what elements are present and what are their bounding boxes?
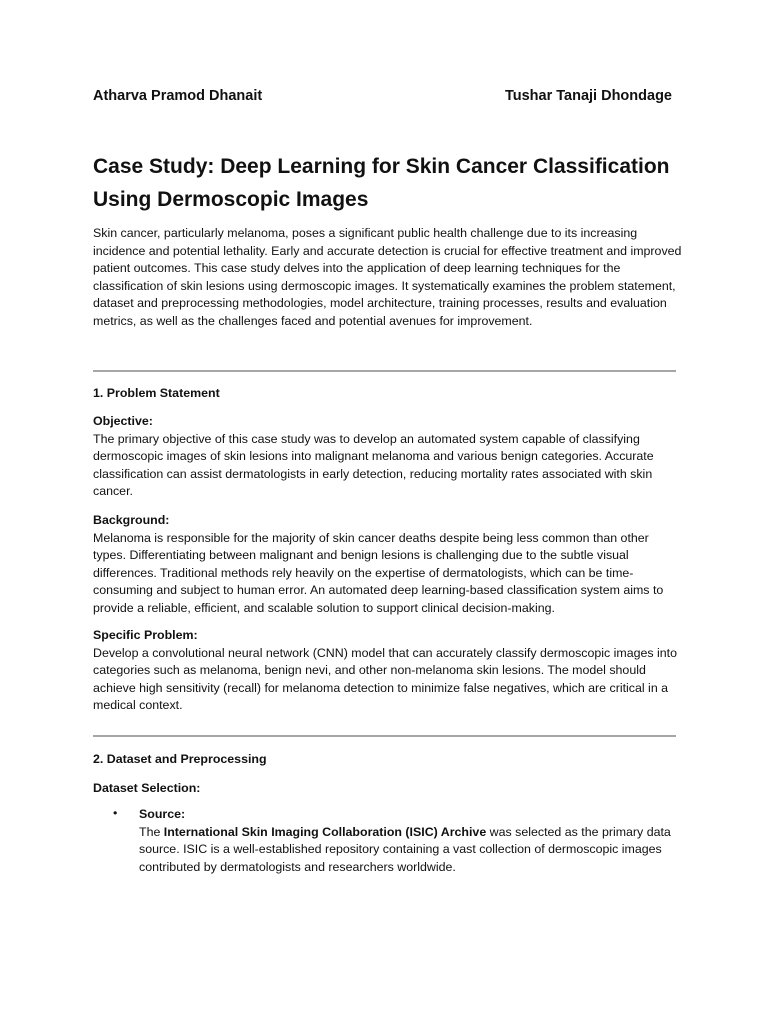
specific-problem-text: Develop a convolutional neural network (CNN) model that can accurately classify dermoscopic images into categories such as melanoma, benign nevi, and other non-melanoma skin lesions. The model should achieve high sensitivity (recall) for melanoma detection to minimize false negatives, which are critical in a medical context. (93, 645, 678, 713)
bullet-list-item-source (113, 806, 683, 876)
bullet-body (139, 806, 683, 876)
bullet-icon: • (113, 806, 118, 820)
section-divider-2 (93, 735, 676, 737)
source-bold-name: International Skin Imaging Collaboration (ISIC) Archive (163, 824, 487, 839)
objective-text: The primary objective of this case study was to develop an automated system capable of classifying dermoscopic images of skin lesions into malignant melanoma and various benign categories. Accurate classification can assist dermatologists in early detection, reducing mortality rates associated with skin cancer. (93, 431, 654, 499)
source-text (139, 824, 683, 877)
specific-problem-block (93, 627, 683, 715)
author-name-2: Tushar Tanaji Dhondage (504, 88, 672, 104)
author-name-1: Atharva Pramod Dhanait (93, 88, 263, 104)
section-heading-problem-statement: 1. Problem Statement (93, 386, 220, 400)
background-text: Melanoma is responsible for the majority of skin cancer deaths despite being less common than other types. Differentiating between malignant and benign lesions is challenging due to the subtle visual differences. Traditional methods rely heavily on the expertise of dermatologists, which can be time-consuming and subject to human error. An automated deep learning-based classification system aims to provide a reliable, efficient, and scalable solution to support clinical decision-making. (93, 530, 664, 615)
section-heading-dataset: 2. Dataset and Preprocessing (93, 752, 267, 766)
source-label: Source: (139, 807, 186, 821)
objective-label: Objective: (93, 414, 153, 428)
background-label: Background: (93, 513, 170, 527)
author-line (93, 88, 672, 104)
section-divider-1 (93, 370, 676, 372)
document-title: Case Study: Deep Learning for Skin Cancer Classification Using Dermoscopic Images (93, 155, 670, 211)
intro-paragraph: Skin cancer, particularly melanoma, poses a significant public health challenge due to its increasing incidence and potential lethality. Early and accurate detection is crucial for effective treatment and improved patient outcomes. This case study delves into the application of deep learning techniques for the classification of skin lesions using dermoscopic images. It systematically examines the problem statement, dataset and preprocessing methodologies, model architecture, training processes, results and evaluation metrics, as well as the challenges faced and potential avenues for improvement. (93, 226, 682, 328)
dataset-selection-label: Dataset Selection: (93, 781, 201, 795)
objective-block (93, 413, 683, 501)
source-prefix: The (139, 824, 164, 839)
specific-problem-label: Specific Problem: (93, 628, 198, 642)
background-block (93, 512, 683, 618)
source-rest: was selected as the primary data source. ISIC is a well-established repository containing a vast collection of dermoscopic images contributed by dermatologists and researchers worldwide. (139, 824, 671, 874)
